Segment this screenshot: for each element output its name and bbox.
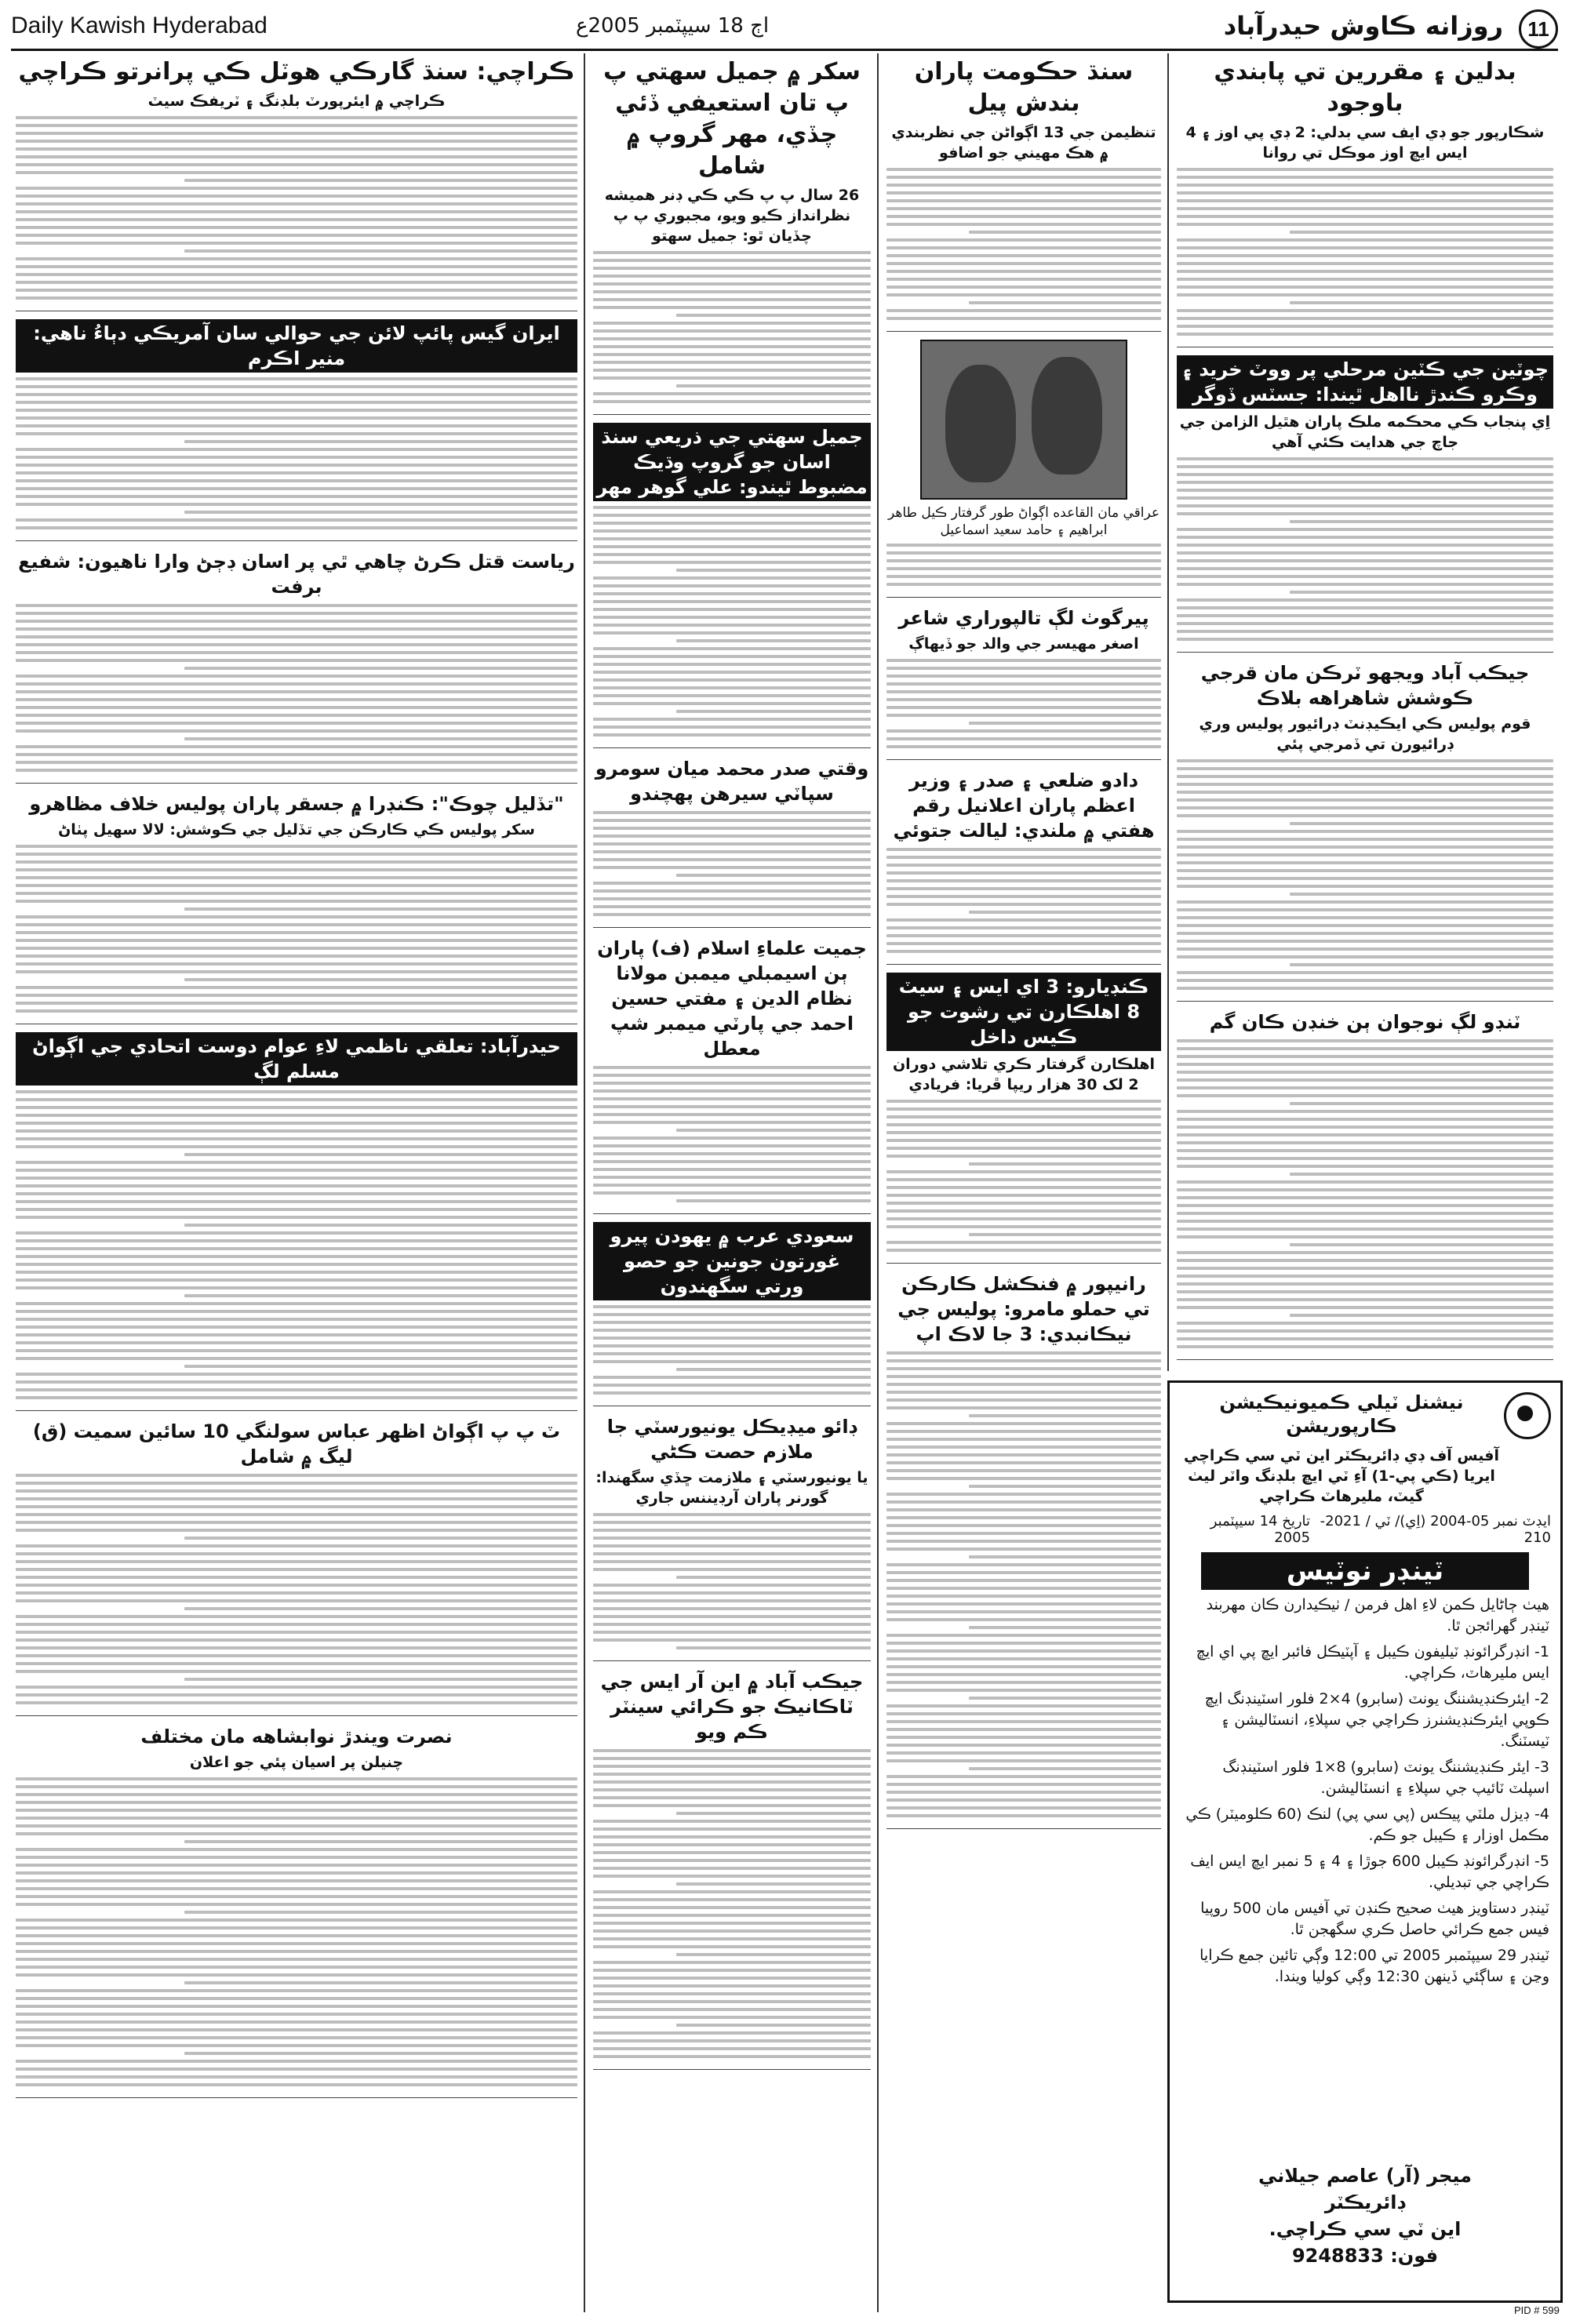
news-story [593,936,871,1214]
news-column-2 [882,53,1166,2312]
story-body-text [1177,168,1553,336]
news-story [16,791,577,1024]
story-headline: وقتي صدر محمد ميان سومرو سپاٽي سيرهن پهچندو [595,758,869,805]
story-body-text [593,1066,871,1202]
story-subheadline: 26 سال پ پ ڪي ڪي ڊنر هميشه نظرانداز ڪيو ويو، مجبوري پ پ چڏيان ٿو: جميل سهتو [604,187,860,245]
story-subheadline: سکر پوليس ڪي ڪارڪن جي تڏليل جي ڪوشش: لالا سهيل پٺاڻ [58,821,535,838]
ad-title: ٽينڊر نوٽيس [1201,1552,1529,1590]
ad-item: 2- ايئرڪنڊيشننگ يونٽ (سابرو) 4×2 فلور اسٽينڊنگ ايڇ ڪوپي ايئرڪنڊيشنرز ڪراچي جي سپلاءِ، انسٽاليشن ۽ ٽيسٽنگ. [1204,1690,1549,1750]
ad-signatory-title: ڊائريڪٽر [1324,2191,1406,2213]
story-body-text [593,251,871,403]
story-headline: جيڪب آباد ۾ اين آر ايس جي ٽاڪانيڪ جو ڪرائي سينٽر ڪم ويو [600,1671,864,1743]
news-photo [920,340,1127,500]
news-story [1177,56,1553,347]
story-body-text [886,168,1161,320]
news-story [886,973,1161,1264]
story-headline: ڊائو ميڊيڪل يونيورسٽي جا ملازم حصت ڪڻي [606,1416,857,1463]
masthead [11,8,1558,51]
news-column-4 [11,53,582,2312]
story-headline: جميل سهتي جي ذريعي سنڌ اسان جو گروپ وڌيڪ مضبوط ٿيندو: علي گوهر مهر [593,423,871,501]
story-subheadline: ڪراچي ۾ ايئرپورٽ بلڊنگ ۽ ٽريفڪ سيٽ [147,93,446,110]
news-story [886,606,1161,760]
ad-phone: فون: 9248833 [1291,2245,1439,2267]
story-headline: رانيپور ۾ فنڪشل ڪارڪن تي حملو مامرو: پوليس جي نيڪانبدي: 3 جا لاڪ اپ [897,1273,1150,1345]
story-headline: ڪراچي: سنڌ گارڪي هوٽل ڪي پرانرتو ڪراچي [18,58,575,85]
story-headline: ٽنڊو لڳ نوجوان ٻن خنڊن ڪان گم [1209,1011,1521,1033]
story-headline: ايران گيس پائپ لائن جي حوالي سان آمريڪي دٻاءُ ناهي: منير اڪرم [16,319,577,373]
ad-item: 4- ڊيزل ملٽي پيڪس (پي سي پي) لنڪ (60 ڪلوميٽر) ڪي مڪمل اوزار ۽ ڪيبل جو ڪم. [1185,1806,1549,1844]
story-headline: رياست قتل ڪرڻ چاهي ٿي پر اسان ڊڄڻ وارا ناهيون: شفيع برفت [18,551,575,598]
masthead-english-title: Daily Kawish Hyderabad [11,13,268,38]
news-story [16,1032,577,1411]
news-story [593,1669,871,2070]
news-story [1177,1009,1553,1360]
story-body-text [886,848,1161,953]
column-rule [584,53,585,2312]
ad-date: تاريخ 14 سيپٽمبر 2005 [1210,1513,1311,1546]
story-body-text [886,1351,1161,1817]
news-story [886,768,1161,965]
story-subheadline: اصغر مهيسر جي والد جو ڏيهاڳ [908,635,1139,653]
story-headline: ٽ پ پ اڳواڻ اظهر عباس سولنگي 10 سائين سميت (ق) ليگ ۾ شامل [32,1420,561,1468]
news-story [16,56,577,311]
ad-reference-row [1179,1513,1551,1546]
news-story [16,549,577,784]
story-subheadline: قوم پوليس ڪي ايڪيڊنٽ ڊرائيور پوليس وري ڊرائيورن تي ڏمرجي پئي [1199,715,1531,753]
story-headline: "تڏليل چوڪ": ڪنڊرا ۾ جسقر پاران پوليس خلاف مظاهرو [29,793,564,815]
news-story [1177,355,1553,653]
page-number: 11 [1519,9,1558,49]
ad-organization: نيشنل ٽيلي ڪميونيڪيشن ڪارپوريشن [1219,1391,1464,1437]
news-story [593,756,871,928]
story-body-text [1177,759,1553,990]
story-body-text [16,116,577,300]
news-column-1 [1172,53,1558,1371]
ad-item: 5- انڊرگرائونڊ ڪيبل 600 جوڙا ۽ 4 ۽ 5 نمبر ايڇ ايس ايف ڪراچي جي تبديلي. [1190,1853,1549,1891]
news-story [16,1724,577,2098]
tender-notice-advertisement [1167,1380,1563,2303]
ad-signatory-name: ميجر (آر) عاصم جيلاني [1258,2165,1472,2187]
story-body-text [16,845,577,1013]
story-body-text [593,506,871,736]
portrait-figure [945,365,1016,482]
story-headline: نصرت ويندڙ نوابشاهه مان مختلف [140,1726,453,1748]
news-column-3 [588,53,876,2312]
news-story [593,56,871,415]
ad-item: ٽينڊر 29 سيپٽمبر 2005 تي 12:00 وڳي تائين جمع ڪرايا وڃن ۽ ساڳئي ڏينهن 12:30 وڳي کوليا ويندا. [1200,1947,1549,1985]
story-body-text [886,544,1161,586]
ad-signatory-org: اين ٽي سي ڪراچي. [1269,2218,1462,2240]
ad-signature-block [1170,2162,1560,2269]
news-story [16,1419,577,1716]
story-body-text [16,1777,577,2086]
ad-reference: ايڊٽ نمبر 05-2004 (اِي)/ ٽي / 2021-210 [1320,1513,1551,1546]
story-body-text [886,1100,1161,1252]
story-subheadline: اهلڪارن گرفتار ڪري تلاشي دوران 2 لک 30 هزار ريپا ڦريا: فريادي [892,1056,1156,1093]
news-story [593,423,871,748]
portrait-figure [1032,357,1102,475]
story-headline: جيڪب آباد ويجهو ٽرڪن مان قرجي ڪوشش شاهراهه بلاڪ [1200,662,1530,709]
story-body-text [1177,1039,1553,1348]
ad-address: آفيس آف ڊي ڊائريڪٽر اين ٽي سي ڪراچي ايريا (ڪي پي-1) آءِ ٽي ايڇ بلڊنگ واٽر ليٺ گيٽ، مليرهاٽ ڪراچي [1183,1447,1499,1505]
story-headline: سکر ۾ جميل سهتي پ پ تان استعيفي ڏئي چڏي، مهر گروپ ۾ شامل [603,58,861,180]
news-story [1177,660,1553,1002]
story-body-text [16,1474,577,1704]
news-story [886,1271,1161,1829]
story-subheadline: شڪارپور جو ڊي ايف سي بدلي: 2 ڊي پي اوز ۽ 4 ايس ايڇ اوز موڪل تي روانا [1185,124,1545,162]
story-body-text [593,811,871,916]
story-body-text [886,659,1161,748]
ad-item: ٽينڊر دستاويز هيٺ صحيح ڪنڊن تي آفيس مان 500 روپيا فيس جمع ڪرائي حاصل ڪري سگهجن ٿا. [1200,1900,1549,1938]
story-body-text [593,1749,871,2058]
story-body-text [16,1090,577,1399]
story-subheadline: چنيلن پر اسيان پئي جو اعلان [189,1754,404,1771]
news-story [886,56,1161,332]
story-headline: جميت علماءِ اسلام (ف) پاران ٻن اسيمبلي ميمبن مولانا نظام الدين ۽ مفتي حسين احمد جي پارٽي ميمبر شپ معطل [597,937,867,1060]
story-subheadline: اِي پنجاب ڪي محڪمه ملڪ پاران هٿيل الزامن جي جاچ جي هدايت ڪئي آهي [1179,413,1551,451]
news-story [16,319,577,541]
story-headline: حيدرآباد: تعلقي ناظمي لاءِ عوام دوست اتحادي جي اڳواڻ مسلم لڳ [16,1032,577,1086]
news-story [593,1222,871,1406]
pid-number: PID # 599 [1514,2304,1560,2316]
story-body-text [16,377,577,529]
column-rule [877,53,879,2312]
story-headline: دادو ضلعي ۽ صدر ۽ وزير اعظم پاران اعلانيل رقم هفتي ۾ ملندي: ليالت جتوئي [893,769,1155,842]
news-story [886,340,1161,598]
ad-item: 1- انڊرگرائونڊ ٽيليفون ڪيبل ۽ آپٽيڪل فائبر ايڇ پي اي ايڇ ايس مليرهاٽ، ڪراچي. [1196,1643,1549,1682]
story-headline: سعودي عرب ۾ يهودن پيرو غورتون جونين جو حصو ورتي سگهندون [593,1222,871,1300]
news-story [593,1414,871,1661]
story-body-text [1177,457,1553,641]
story-headline: چوٽين جي ڪٽين مرحلي پر ووٽ خريد ۽ وڪرو ڪندڙ نااهل ٿيندا: جسٽس ڏوگر [1177,355,1553,409]
ad-item: 3- ايئر ڪنڊيشننگ يونٽ (سابرو) 8×1 فلور اسٽينڊنگ اسپلٽ ٽائيپ جي سپلاءِ ۽ انسٽاليشن. [1222,1758,1549,1797]
story-headline: پيرگوٺ لڳ تالپوراري شاعر [898,607,1149,629]
ad-item: هيٺ ڄاڻايل ڪمن لاءِ اهل فرمن / ٺيڪيدارن ڪان مهربند ٽينڊر گهرائجن ٿا. [1206,1596,1549,1635]
story-subheadline: يا يونيورسٽي ۽ ملازمت ڇڏي سگهندا: گورنر پاران آرڊيننس جاري [595,1469,868,1507]
masthead-date: اڄ 18 سيپٽمبر 2005ع [576,14,770,38]
story-body-text [593,1513,871,1649]
story-headline: سنڌ حڪومت پاران بندش پيل [914,58,1134,117]
column-rule [1167,53,1169,1371]
ad-items [1170,1595,1560,1988]
story-headline: بدلين ۽ مقررين تي پابندي باوجود [1214,58,1516,117]
story-body-text [593,1305,871,1395]
ntc-logo-icon [1504,1392,1551,1439]
story-body-text [16,604,577,772]
masthead-sindhi-title: روزانه ڪاوش حيدرآباد [1223,11,1503,41]
photo-caption: عراقي مان القاعده اڳواڻ طور گرفتار ڪيل طاهر ابراهيم ۽ حامد سعيد اسماعيل [887,505,1160,538]
story-subheadline: تنظيمن جي 13 اڳواڻن جي نظربندي ۾ هڪ مهيني جو اضافو [891,124,1156,162]
story-headline: ڪنڊيارو: 3 اي ايس ۽ سيٽ 8 اهلڪارن تي رشوت جو ڪيس داخل [886,973,1161,1051]
